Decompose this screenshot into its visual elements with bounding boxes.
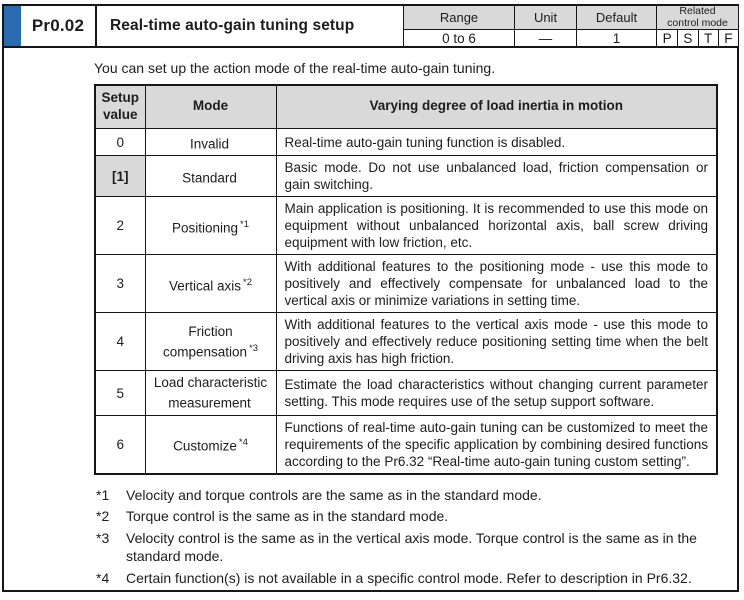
footnote xyxy=(96,486,716,505)
footnote-ref: *3 xyxy=(249,343,259,354)
intro-text: You can set up the action mode of the real-time auto-gain tuning. xyxy=(94,60,496,76)
mode-label: Positioning xyxy=(171,220,239,235)
col-header-description: Varying degree of load inertia in motion xyxy=(276,85,717,128)
control-mode-flags xyxy=(656,30,738,46)
table-row-3 xyxy=(95,255,717,313)
footnote-marker: *4 xyxy=(96,569,110,586)
setup-value-cell-default: [1] xyxy=(95,156,145,197)
footnote xyxy=(96,529,716,566)
description-cell: Basic mode. Do not use unbalanced load, friction compensation or gain switching. xyxy=(276,156,717,197)
setup-value-cell: 4 xyxy=(95,313,145,371)
col-header-mode: Mode xyxy=(145,85,276,128)
table-row-4 xyxy=(95,313,717,371)
accent-bar xyxy=(4,6,21,46)
mode-cell xyxy=(145,197,276,255)
footnote-marker: *1 xyxy=(96,486,110,503)
footnote-text: Velocity control is the same as in the vertical axis mode. Torque control is the same as in the standard mode. xyxy=(126,529,697,565)
mode-cell xyxy=(145,156,276,197)
table-row-6 xyxy=(95,415,717,474)
description-cell: Main application is positioning. It is recommended to use this mode on equipment without unbalanced horizontal axis, ball screw driving equipment with low friction, etc. xyxy=(276,197,717,255)
table-header-row xyxy=(95,85,717,128)
footnotes xyxy=(96,486,716,588)
footnote xyxy=(96,507,716,526)
mode-label: Load characteristic measurement xyxy=(153,375,268,411)
mode-cell xyxy=(145,415,276,474)
mode-label: Standard xyxy=(182,170,237,186)
mode-table xyxy=(94,84,718,475)
description-cell: With additional features to the vertical axis mode - use this mode to positively and effectively reduce positioning setting time when the belt driving axis has high friction. xyxy=(276,313,717,371)
footnote-text: Velocity and torque controls are the same as in the standard mode. xyxy=(126,486,542,503)
mode-label: Friction compensation xyxy=(162,324,248,360)
control-mode-speed: S xyxy=(677,30,697,46)
range-value: 0 to 6 xyxy=(404,30,514,46)
description-cell: With additional features to the positioning mode - use this mode to positively and effectively compensate for unbalanced load to the vertical axis or minimize variations in setting time. xyxy=(276,255,717,313)
table-row-5 xyxy=(95,371,717,416)
mode-cell xyxy=(145,255,276,313)
table-row-1 xyxy=(95,156,717,197)
footnote-marker: *2 xyxy=(96,508,110,525)
setup-value-cell: 2 xyxy=(95,197,145,255)
control-mode-position: P xyxy=(662,30,672,46)
table-row-0 xyxy=(95,128,717,156)
parameter-description-box xyxy=(2,46,739,592)
parameter-id: Pr0.02 xyxy=(21,6,97,46)
mode-label: Vertical axis xyxy=(168,278,242,293)
control-mode-torque: T xyxy=(698,30,718,46)
col-header-setup-value: Setup value xyxy=(95,85,145,128)
unit-value: — xyxy=(514,30,576,46)
default-label: Default xyxy=(576,6,656,30)
setup-value-cell: 0 xyxy=(95,128,145,156)
mode-label: Customize xyxy=(173,438,237,454)
mode-cell xyxy=(145,313,276,371)
unit-label: Unit xyxy=(514,6,576,30)
spec-table xyxy=(403,6,737,46)
footnote-text: Torque control is the same as in the standard mode. xyxy=(126,508,449,525)
related-control-mode-label xyxy=(656,6,738,30)
parameter-header xyxy=(2,4,739,48)
control-mode-fullclosed: F xyxy=(718,30,738,46)
footnote-text: Certain function(s) is not available in a specific control mode. Refer to description in Pr6.32. xyxy=(126,569,692,586)
table-row-2 xyxy=(95,197,717,255)
mode-cell xyxy=(145,371,276,416)
footnote-ref: *4 xyxy=(238,437,248,448)
footnote xyxy=(96,569,716,588)
parameter-title: Real-time auto-gain tuning setup xyxy=(110,17,355,34)
description-cell: Estimate the load characteristics without changing current parameter setting. This mode requires use of the setup support software. xyxy=(276,371,717,416)
related-label-line2: control mode xyxy=(667,16,728,29)
setup-value-cell: 6 xyxy=(95,415,145,474)
setup-value-cell: 3 xyxy=(95,255,145,313)
mode-label: Invalid xyxy=(189,136,230,152)
setup-value-cell: 5 xyxy=(95,371,145,416)
range-label: Range xyxy=(404,6,514,30)
mode-cell xyxy=(145,128,276,156)
description-cell: Real-time auto-gain tuning function is disabled. xyxy=(276,128,717,156)
default-value: 1 xyxy=(576,30,656,46)
footnote-ref: *2 xyxy=(243,276,252,288)
footnote-marker: *3 xyxy=(96,529,110,546)
footnote-ref: *1 xyxy=(240,218,250,230)
description-cell: Functions of real-time auto-gain tuning can be customized to meet the requirements of the specific application by combining desired functions according to the Pr6.32 “Real-time auto-gain tuning custom setting”. xyxy=(276,415,717,474)
related-label-line1: Related xyxy=(679,5,716,17)
